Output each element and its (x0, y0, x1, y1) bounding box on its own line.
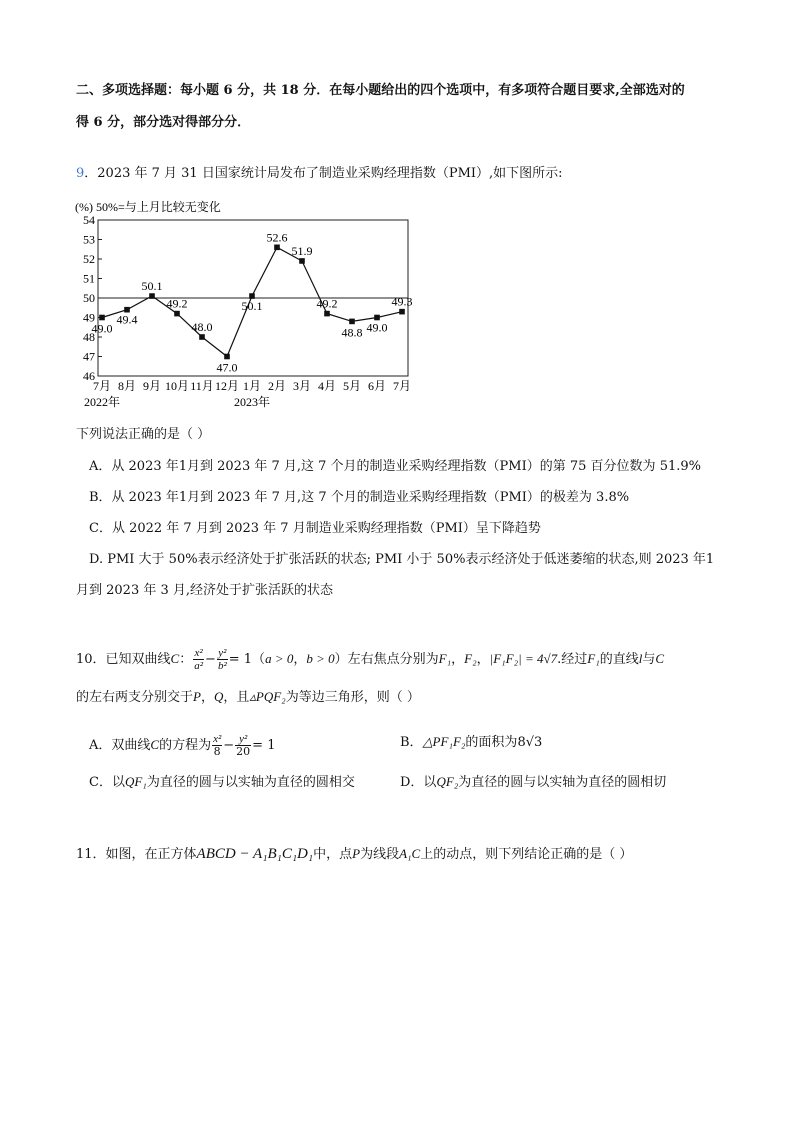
frac-den: 20 (236, 745, 251, 758)
q10-text: .经过 (557, 652, 588, 667)
x-tick-label: 2月 (267, 379, 287, 393)
q10-line-l: l (638, 651, 643, 666)
y-tick-label: 51 (83, 271, 95, 286)
frac-num: y² (239, 733, 248, 745)
q9-stem (76, 165, 563, 183)
x-tick-label: 5月 (342, 379, 362, 393)
q9-option-a: A．从 2023 年1月到 2023 年 7 月,这 7 个月的制造业采购经理指数（PMI）的第 75 百分位数为 51.9% (89, 459, 701, 474)
frac-den: a² (194, 660, 204, 672)
data-point (149, 293, 155, 299)
y-tick-label: 53 (83, 232, 95, 247)
year-label: 2022年 (83, 395, 121, 409)
y-tick-label: 52 (83, 252, 95, 266)
q10-b-text: 的面积为 (465, 735, 518, 750)
q10-stem-line1 (76, 647, 664, 672)
q10-focus-f1: F₁ (587, 651, 600, 666)
q10-text: ）左右焦点分别为 (334, 652, 439, 667)
q10-a-fraction-x (212, 733, 222, 758)
data-point (299, 258, 305, 264)
q10-text: 10．已知双曲线 (76, 652, 171, 667)
data-point (249, 293, 255, 299)
q10-minus: − (223, 738, 235, 753)
section-header-line2: 得 6 分，部分选对得部分分． (76, 115, 251, 130)
q9-option-b: B．从 2023 年1月到 2023 年 7 月,这 7 个月的制造业采购经理指数（PMI）的极差为 3.8% (89, 490, 630, 505)
data-label: 50.1 (241, 299, 263, 314)
data-label: 50.1 (141, 279, 163, 294)
data-point (199, 334, 205, 340)
q10-a-text: = 1 (252, 738, 276, 753)
x-tick-label: 7月 (92, 379, 112, 393)
q10-b-text: B． (400, 735, 423, 750)
x-tick-label: 9月 (142, 379, 162, 393)
q9-option-c: C．从 2022 年 7 月到 2023 年 7 月制造业采购经理指数（PMI）呈下降趋势 (89, 521, 541, 536)
data-point (349, 319, 355, 325)
q9-number: 9 (76, 166, 85, 181)
data-label: 49.2 (166, 296, 188, 311)
q9-stem-text: ．2023 年 7 月 31 日国家统计局发布了制造业采购经理指数（PMI）,如下图所示: (84, 166, 563, 181)
q11-stem (76, 845, 632, 864)
data-label: 49.0 (366, 320, 388, 335)
year-label: 2023年 (233, 395, 271, 409)
x-tick-label: 11月 (190, 379, 214, 393)
x-tick-label: 12月 (214, 379, 240, 393)
pmi-chart-svg (70, 198, 415, 412)
data-point (174, 311, 180, 317)
data-point (99, 315, 105, 321)
q10-text: 与 (642, 652, 656, 667)
q9-option-d-line2: 月到 2023 年 3 月,经济处于扩张活跃的状态 (76, 583, 334, 598)
frac-den: 8 (213, 745, 221, 758)
q10-stem-line2 (76, 688, 420, 707)
q10-focus-f1: F₁ (438, 651, 452, 666)
x-tick-label: 10月 (164, 379, 190, 393)
pmi-line-chart (70, 198, 415, 412)
data-label: 49.3 (391, 294, 413, 309)
q10-focus-f2: F₂ (464, 651, 477, 666)
data-label: 49.4 (116, 312, 138, 327)
q11-text: 11．如图，在正方体 (76, 847, 197, 862)
q10-option-c (89, 773, 355, 792)
q10-a-condition: a > 0 (265, 651, 294, 666)
data-label: 49.2 (316, 296, 338, 311)
y-tick-label: 47 (83, 349, 95, 364)
q10-text: ，且 (223, 690, 250, 705)
q11-segment: A₁C (399, 846, 421, 861)
x-tick-label: 8月 (117, 379, 137, 393)
q9-option-d-line1: D. PMI 大于 50%表示经济处于扩张活跃的状态; PMI 小于 50%表示经济处于低迷萎缩的状态,则 2023 年1 (89, 552, 715, 567)
q10-b-condition: b > 0 (306, 651, 335, 666)
q10-curve-c: C (170, 651, 180, 666)
data-point (324, 311, 330, 317)
q11-point-p: P (352, 846, 361, 861)
y-tick-label: 49 (83, 310, 95, 325)
frac-num: x² (213, 733, 222, 745)
y-tick-label: 50 (83, 291, 95, 305)
data-point (274, 245, 280, 251)
x-tick-label: 3月 (292, 379, 312, 393)
x-tick-label: 7月 (392, 379, 412, 393)
chart-title: (%) 50%=与上月比较无变化 (75, 200, 221, 214)
data-point (124, 307, 130, 313)
q10-option-d (400, 773, 666, 792)
data-label: 48.0 (191, 320, 213, 334)
y-tick-label: 48 (83, 330, 95, 344)
q10-option-a (89, 733, 275, 758)
q10-curve-c: C (150, 737, 160, 752)
q11-text: 中，点 (313, 847, 353, 862)
q10-text: ， (293, 652, 307, 667)
q11-text: 上的动点，则下列结论正确的是（ ） (420, 847, 633, 862)
data-point (224, 354, 230, 360)
y-tick-label: 54 (83, 213, 95, 227)
q10-text: 为等边三角形，则（ ） (285, 690, 420, 705)
data-label: 48.8 (341, 325, 363, 340)
q10-fraction-y (217, 647, 228, 672)
x-tick-label: 4月 (317, 379, 337, 393)
q11-cube: ABCD − A₁B₁C₁D₁ (196, 846, 314, 862)
q10-minus: − (205, 652, 216, 667)
q10-text: 的直线 (599, 652, 639, 667)
q10-triangle: △PF₁F₂ (422, 734, 466, 749)
q10-point-p: P (193, 689, 201, 704)
q10-a-text: A．双曲线 (89, 738, 151, 753)
data-label: 52.6 (266, 230, 288, 245)
x-tick-label: 1月 (242, 379, 262, 393)
q10-d-text: 为直径的圆与以实轴为直径的圆相切 (458, 775, 667, 790)
q10-text: = 1（ (228, 652, 266, 667)
q10-point-q: Q (213, 689, 224, 704)
data-label: 51.9 (291, 243, 313, 258)
q10-c-text: C．以 (89, 775, 125, 790)
data-label: 47.0 (216, 360, 238, 375)
q10-text: ： (179, 652, 193, 667)
frac-num: y² (218, 647, 227, 659)
q9-prompt: 下列说法正确的是（ ） (76, 427, 211, 442)
section-header-line1: 二、多项选择题：每小题 6 分，共 18 分．在每小题给出的四个选项中，有多项符合题目要求,全部选对的 (76, 83, 685, 98)
q10-c-text: 为直径的圆与以实轴为直径的圆相交 (146, 775, 355, 790)
frac-num: x² (194, 647, 203, 659)
q10-area-value: 8√3 (517, 735, 543, 750)
q10-text: 的左右两支分别交于 (76, 690, 194, 705)
q10-curve-c: C (655, 651, 665, 666)
q10-segment: QF₂ (436, 774, 459, 789)
q10-text: ， (451, 652, 465, 667)
q11-text: 为线段 (360, 847, 400, 862)
q10-a-fraction-y (235, 733, 251, 758)
q10-focal-distance: |F₁F₂| = 4√7 (489, 651, 558, 666)
q10-triangle: ▵PQF₂ (249, 689, 286, 704)
q10-a-text: 的方程为 (159, 738, 212, 753)
y-tick-label: 46 (83, 369, 95, 383)
frac-den: b² (217, 660, 227, 672)
q10-segment: QF₁ (124, 774, 147, 789)
q10-d-text: D．以 (400, 775, 437, 790)
q10-text: ， (200, 690, 214, 705)
q10-fraction-x (193, 647, 204, 672)
data-point (399, 309, 405, 315)
data-label: 49.0 (91, 321, 113, 336)
data-point (374, 315, 380, 321)
q10-option-b (400, 733, 542, 752)
q10-text: ， (476, 652, 490, 667)
x-tick-label: 6月 (367, 379, 387, 393)
